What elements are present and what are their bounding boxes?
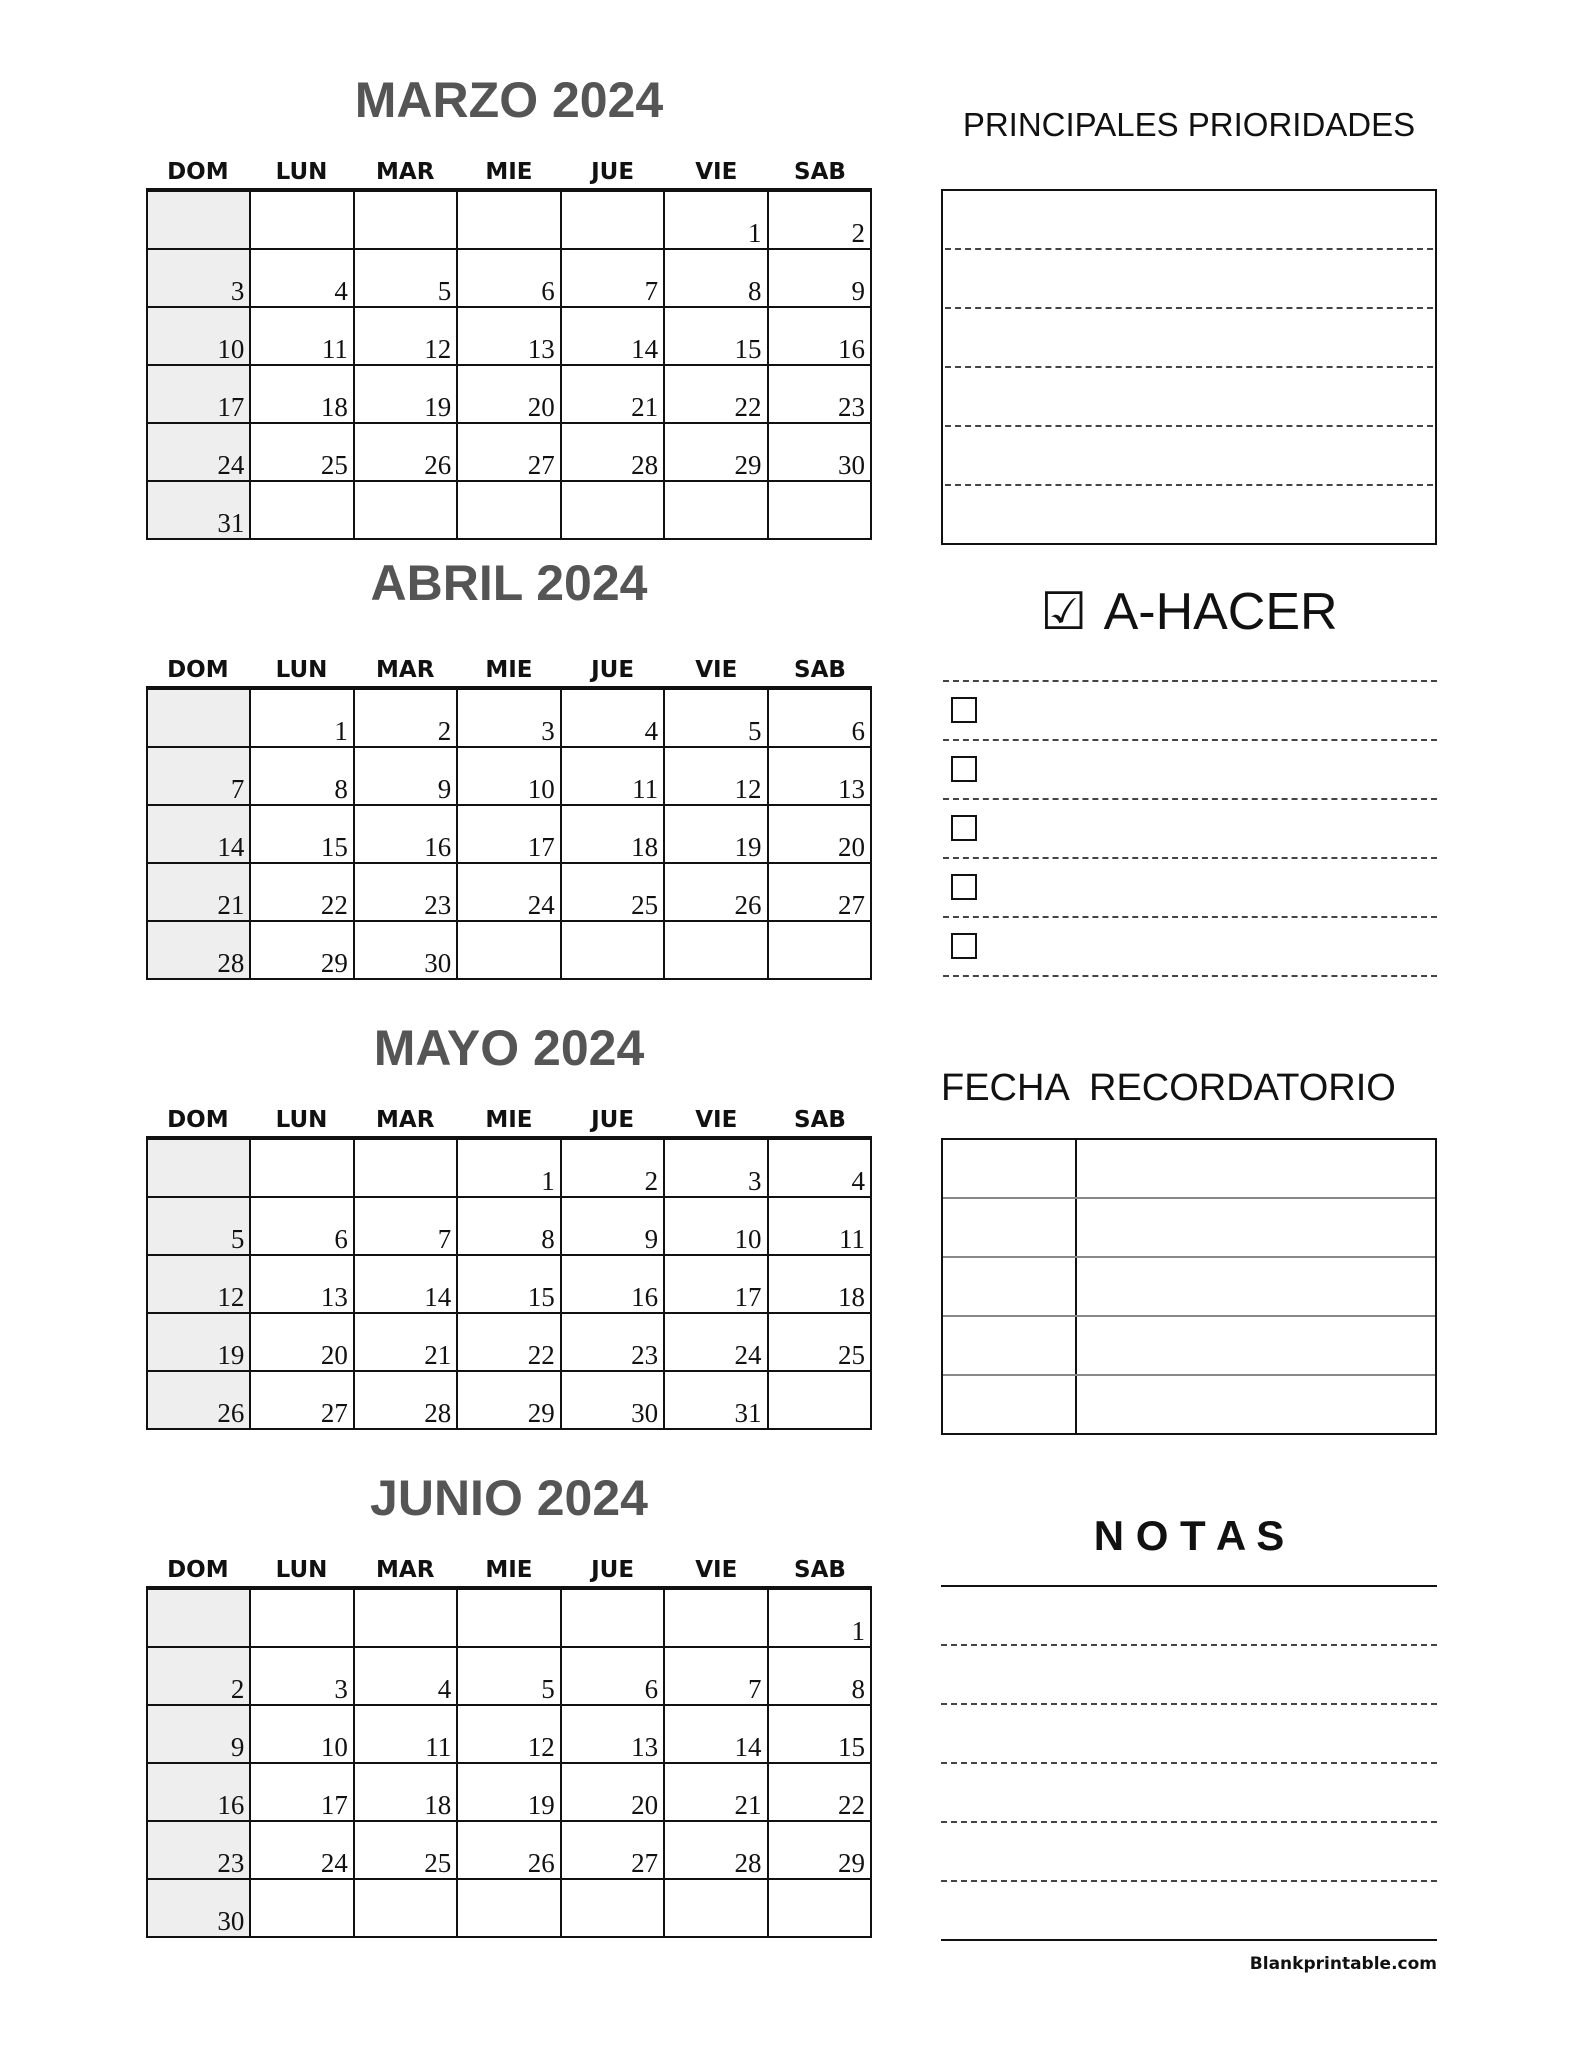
day-cell[interactable]: 25 [250,423,353,481]
day-cell[interactable]: 31 [664,1371,767,1429]
day-cell[interactable]: 29 [664,423,767,481]
weekday-label: MIE [485,1557,533,1583]
todo-line [943,975,1437,977]
day-cell[interactable]: 4 [354,1647,457,1705]
day-cell[interactable]: 11 [561,747,664,805]
priority-line[interactable] [945,484,1433,486]
day-cell[interactable]: 25 [768,1313,871,1371]
day-cell[interactable]: 5 [664,688,767,747]
day-cell[interactable]: 15 [664,307,767,365]
month-title: MARZO 2024 [354,72,664,128]
footer-credit[interactable]: Blankprintable.com [1249,1954,1437,1974]
day-cell[interactable] [561,921,664,979]
day-cell[interactable]: 10 [147,307,250,365]
weekday-label: VIE [695,657,738,683]
day-cell[interactable]: 13 [768,747,871,805]
weekday-label: SAB [794,159,846,185]
weekday-header [146,1105,872,1135]
todo-checkbox[interactable] [951,874,977,900]
todo-checkbox[interactable] [951,697,977,723]
day-cell[interactable]: 16 [354,805,457,863]
day-cell[interactable] [457,481,560,539]
day-cell[interactable]: 13 [561,1705,664,1763]
day-cell[interactable]: 18 [354,1763,457,1821]
day-cell[interactable] [561,481,664,539]
day-cell[interactable]: 10 [250,1705,353,1763]
day-cell[interactable]: 23 [561,1313,664,1371]
priority-line[interactable] [945,425,1433,427]
day-cell[interactable]: 27 [561,1821,664,1879]
week-row [147,921,871,979]
day-cell[interactable]: 4 [561,688,664,747]
day-cell[interactable]: 23 [768,365,871,423]
notes-top-rule [941,1585,1437,1587]
day-cell[interactable] [768,1879,871,1937]
day-cell[interactable]: 20 [457,365,560,423]
day-cell[interactable]: 16 [561,1255,664,1313]
day-cell[interactable]: 14 [354,1255,457,1313]
month-grid [146,188,872,540]
week-row [147,1255,871,1313]
day-cell[interactable] [354,190,457,249]
weekday-label: SAB [794,657,846,683]
weekday-label: JUE [591,657,635,683]
day-cell[interactable]: 23 [147,1821,250,1879]
day-cell[interactable]: 6 [250,1197,353,1255]
day-cell[interactable]: 14 [561,307,664,365]
month-title: JUNIO 2024 [370,1470,648,1526]
weekday-label: MIE [485,1107,533,1133]
week-row [147,1647,871,1705]
day-cell[interactable]: 21 [147,863,250,921]
day-cell[interactable] [768,481,871,539]
day-cell[interactable]: 9 [768,249,871,307]
day-cell[interactable]: 10 [457,747,560,805]
todo-line [943,680,1437,682]
todo-line [943,857,1437,859]
todo-checkbox[interactable] [951,815,977,841]
day-cell[interactable]: 23 [354,863,457,921]
day-cell[interactable]: 22 [250,863,353,921]
day-cell[interactable]: 17 [457,805,560,863]
day-cell[interactable]: 20 [561,1763,664,1821]
reminder-label: RECORDATORIO [1089,1067,1396,1109]
weekday-label: DOM [167,159,229,185]
day-cell[interactable]: 14 [147,805,250,863]
day-cell[interactable]: 24 [147,423,250,481]
day-cell[interactable] [457,190,560,249]
weekday-label: MIE [485,657,533,683]
week-row [147,307,871,365]
day-cell[interactable]: 17 [250,1763,353,1821]
day-cell[interactable]: 24 [664,1313,767,1371]
day-cell[interactable]: 29 [768,1821,871,1879]
weekday-label: JUE [591,1107,635,1133]
reminder-row-line[interactable] [943,1315,1435,1317]
todo-title: A-HACER [1103,583,1338,641]
day-cell[interactable]: 3 [147,249,250,307]
day-cell[interactable]: 25 [561,863,664,921]
todo-checkbox[interactable] [951,756,977,782]
day-cell[interactable]: 12 [354,307,457,365]
day-cell[interactable] [768,1371,871,1429]
day-cell[interactable]: 21 [664,1763,767,1821]
day-cell[interactable]: 16 [147,1763,250,1821]
day-cell[interactable]: 3 [250,1647,353,1705]
day-cell[interactable]: 29 [250,921,353,979]
day-cell[interactable] [354,481,457,539]
day-cell[interactable]: 26 [664,863,767,921]
day-cell[interactable]: 27 [250,1371,353,1429]
week-row [147,1588,871,1647]
day-cell[interactable]: 17 [147,365,250,423]
day-cell[interactable]: 28 [561,423,664,481]
day-cell[interactable] [561,1588,664,1647]
day-cell[interactable]: 11 [768,1197,871,1255]
day-cell[interactable]: 17 [664,1255,767,1313]
week-row [147,805,871,863]
day-cell[interactable]: 25 [354,1821,457,1879]
week-row [147,1138,871,1197]
weekday-label: DOM [167,1557,229,1583]
weekday-header [146,655,872,685]
day-cell[interactable] [250,190,353,249]
weekday-label: SAB [794,1107,846,1133]
day-cell[interactable]: 27 [768,863,871,921]
day-cell[interactable]: 9 [354,747,457,805]
week-row [147,423,871,481]
day-cell[interactable]: 1 [250,688,353,747]
notes-line[interactable] [941,1703,1437,1705]
day-cell[interactable]: 27 [457,423,560,481]
week-row [147,688,871,747]
day-cell[interactable]: 12 [457,1705,560,1763]
day-cell[interactable]: 15 [768,1705,871,1763]
week-row [147,1371,871,1429]
day-cell[interactable]: 4 [768,1138,871,1197]
day-cell[interactable]: 3 [664,1138,767,1197]
week-row [147,747,871,805]
day-cell[interactable]: 18 [768,1255,871,1313]
day-cell[interactable]: 3 [457,688,560,747]
day-cell[interactable]: 19 [664,805,767,863]
todo-line [943,798,1437,800]
weekday-label: LUN [275,1107,328,1133]
day-cell[interactable]: 30 [561,1371,664,1429]
day-cell[interactable] [561,1879,664,1937]
weekday-label: DOM [167,1107,229,1133]
day-cell[interactable] [664,921,767,979]
notes-title: N O T A S [1093,1512,1285,1559]
day-cell[interactable] [147,190,250,249]
day-cell[interactable]: 13 [250,1255,353,1313]
day-cell[interactable] [147,1138,250,1197]
day-cell[interactable]: 7 [147,747,250,805]
day-cell[interactable] [561,190,664,249]
week-row [147,1705,871,1763]
day-cell[interactable]: 2 [768,190,871,249]
day-cell[interactable]: 5 [147,1197,250,1255]
todo-line [943,739,1437,741]
day-cell[interactable]: 2 [561,1138,664,1197]
day-cell[interactable]: 9 [147,1705,250,1763]
day-cell[interactable]: 9 [561,1197,664,1255]
day-cell[interactable]: 6 [561,1647,664,1705]
day-cell[interactable] [250,1138,353,1197]
week-row [147,365,871,423]
day-cell[interactable]: 4 [250,249,353,307]
weekday-label: MAR [376,657,435,683]
day-cell[interactable] [354,1879,457,1937]
day-cell[interactable]: 15 [457,1255,560,1313]
day-cell[interactable]: 30 [768,423,871,481]
weekday-label: VIE [695,1557,738,1583]
day-cell[interactable] [250,481,353,539]
day-cell[interactable]: 2 [147,1647,250,1705]
day-cell[interactable]: 8 [664,249,767,307]
day-cell[interactable]: 7 [561,249,664,307]
day-cell[interactable]: 11 [354,1705,457,1763]
day-cell[interactable]: 28 [664,1821,767,1879]
day-cell[interactable] [664,1879,767,1937]
week-row [147,1197,871,1255]
day-cell[interactable]: 30 [354,921,457,979]
reminder-row-line[interactable] [943,1256,1435,1258]
priority-line[interactable] [945,366,1433,368]
reminder-table [941,1138,1437,1435]
day-cell[interactable] [250,1879,353,1937]
day-cell[interactable]: 6 [457,249,560,307]
day-cell[interactable]: 21 [561,365,664,423]
weekday-label: DOM [167,657,229,683]
notes-line[interactable] [941,1644,1437,1646]
day-cell[interactable]: 7 [664,1647,767,1705]
day-cell[interactable] [147,688,250,747]
day-cell[interactable]: 5 [354,249,457,307]
checkbox-checked-icon: ☑ [1040,582,1088,642]
day-cell[interactable]: 18 [250,365,353,423]
day-cell[interactable]: 22 [768,1763,871,1821]
reminder-column-divider [1075,1140,1077,1433]
month-title: MAYO 2024 [373,1020,645,1076]
week-row [147,249,871,307]
day-cell[interactable]: 8 [250,747,353,805]
month-title: ABRIL 2024 [370,555,648,611]
todo-checkbox[interactable] [951,933,977,959]
notes-bottom-rule [941,1939,1437,1941]
reminder-row-line[interactable] [943,1374,1435,1376]
day-cell[interactable]: 31 [147,481,250,539]
day-cell[interactable]: 1 [768,1588,871,1647]
day-cell[interactable]: 11 [250,307,353,365]
priorities-title: PRINCIPALES PRIORIDADES [962,106,1416,143]
day-cell[interactable]: 21 [354,1313,457,1371]
day-cell[interactable]: 26 [457,1821,560,1879]
weekday-label: MAR [376,1107,435,1133]
weekday-label: JUE [591,159,635,185]
day-cell[interactable]: 12 [664,747,767,805]
reminder-row-line[interactable] [943,1197,1435,1199]
day-cell[interactable]: 28 [354,1371,457,1429]
week-row [147,1763,871,1821]
day-cell[interactable]: 1 [457,1138,560,1197]
week-row [147,190,871,249]
day-cell[interactable]: 12 [147,1255,250,1313]
day-cell[interactable]: 1 [664,190,767,249]
day-cell[interactable]: 19 [457,1763,560,1821]
notes-line[interactable] [941,1880,1437,1882]
weekday-header [146,1555,872,1585]
weekday-label: LUN [275,1557,328,1583]
day-cell[interactable] [664,481,767,539]
day-cell[interactable]: 13 [457,307,560,365]
day-cell[interactable]: 8 [457,1197,560,1255]
day-cell[interactable]: 24 [457,863,560,921]
day-cell[interactable]: 22 [664,365,767,423]
priority-line[interactable] [945,307,1433,309]
weekday-label: LUN [275,657,328,683]
day-cell[interactable] [147,1588,250,1647]
day-cell[interactable]: 26 [354,423,457,481]
day-cell[interactable]: 10 [664,1197,767,1255]
day-cell[interactable] [250,1588,353,1647]
day-cell[interactable] [457,1588,560,1647]
day-cell[interactable]: 2 [354,688,457,747]
month-grid [146,1586,872,1938]
day-cell[interactable]: 6 [768,688,871,747]
weekday-header [146,157,872,187]
reminder-date-label: FECHA [941,1067,1070,1109]
day-cell[interactable]: 28 [147,921,250,979]
priorities-box [941,189,1437,545]
day-cell[interactable] [664,1588,767,1647]
weekday-label: VIE [695,1107,738,1133]
day-cell[interactable]: 26 [147,1371,250,1429]
day-cell[interactable]: 19 [147,1313,250,1371]
day-cell[interactable]: 29 [457,1371,560,1429]
day-cell[interactable] [768,921,871,979]
todo-header [941,582,1437,642]
day-cell[interactable] [354,1138,457,1197]
day-cell[interactable]: 5 [457,1647,560,1705]
weekday-label: MAR [376,1557,435,1583]
priority-line[interactable] [945,248,1433,250]
day-cell[interactable]: 22 [457,1313,560,1371]
day-cell[interactable]: 20 [768,805,871,863]
day-cell[interactable] [354,1588,457,1647]
weekday-label: JUE [591,1557,635,1583]
weekday-label: MAR [376,159,435,185]
day-cell[interactable]: 16 [768,307,871,365]
week-row [147,863,871,921]
week-row [147,1879,871,1937]
notes-line[interactable] [941,1762,1437,1764]
day-cell[interactable]: 30 [147,1879,250,1937]
week-row [147,1821,871,1879]
notes-line[interactable] [941,1821,1437,1823]
month-grid [146,1136,872,1430]
todo-line [943,916,1437,918]
day-cell[interactable]: 19 [354,365,457,423]
weekday-label: LUN [275,159,328,185]
day-cell[interactable]: 18 [561,805,664,863]
day-cell[interactable]: 14 [664,1705,767,1763]
day-cell[interactable] [457,1879,560,1937]
day-cell[interactable]: 15 [250,805,353,863]
weekday-label: SAB [794,1557,846,1583]
day-cell[interactable]: 7 [354,1197,457,1255]
day-cell[interactable] [457,921,560,979]
day-cell[interactable]: 20 [250,1313,353,1371]
weekday-label: MIE [485,159,533,185]
weekday-label: VIE [695,159,738,185]
week-row [147,481,871,539]
month-grid [146,686,872,980]
week-row [147,1313,871,1371]
day-cell[interactable]: 24 [250,1821,353,1879]
day-cell[interactable]: 8 [768,1647,871,1705]
